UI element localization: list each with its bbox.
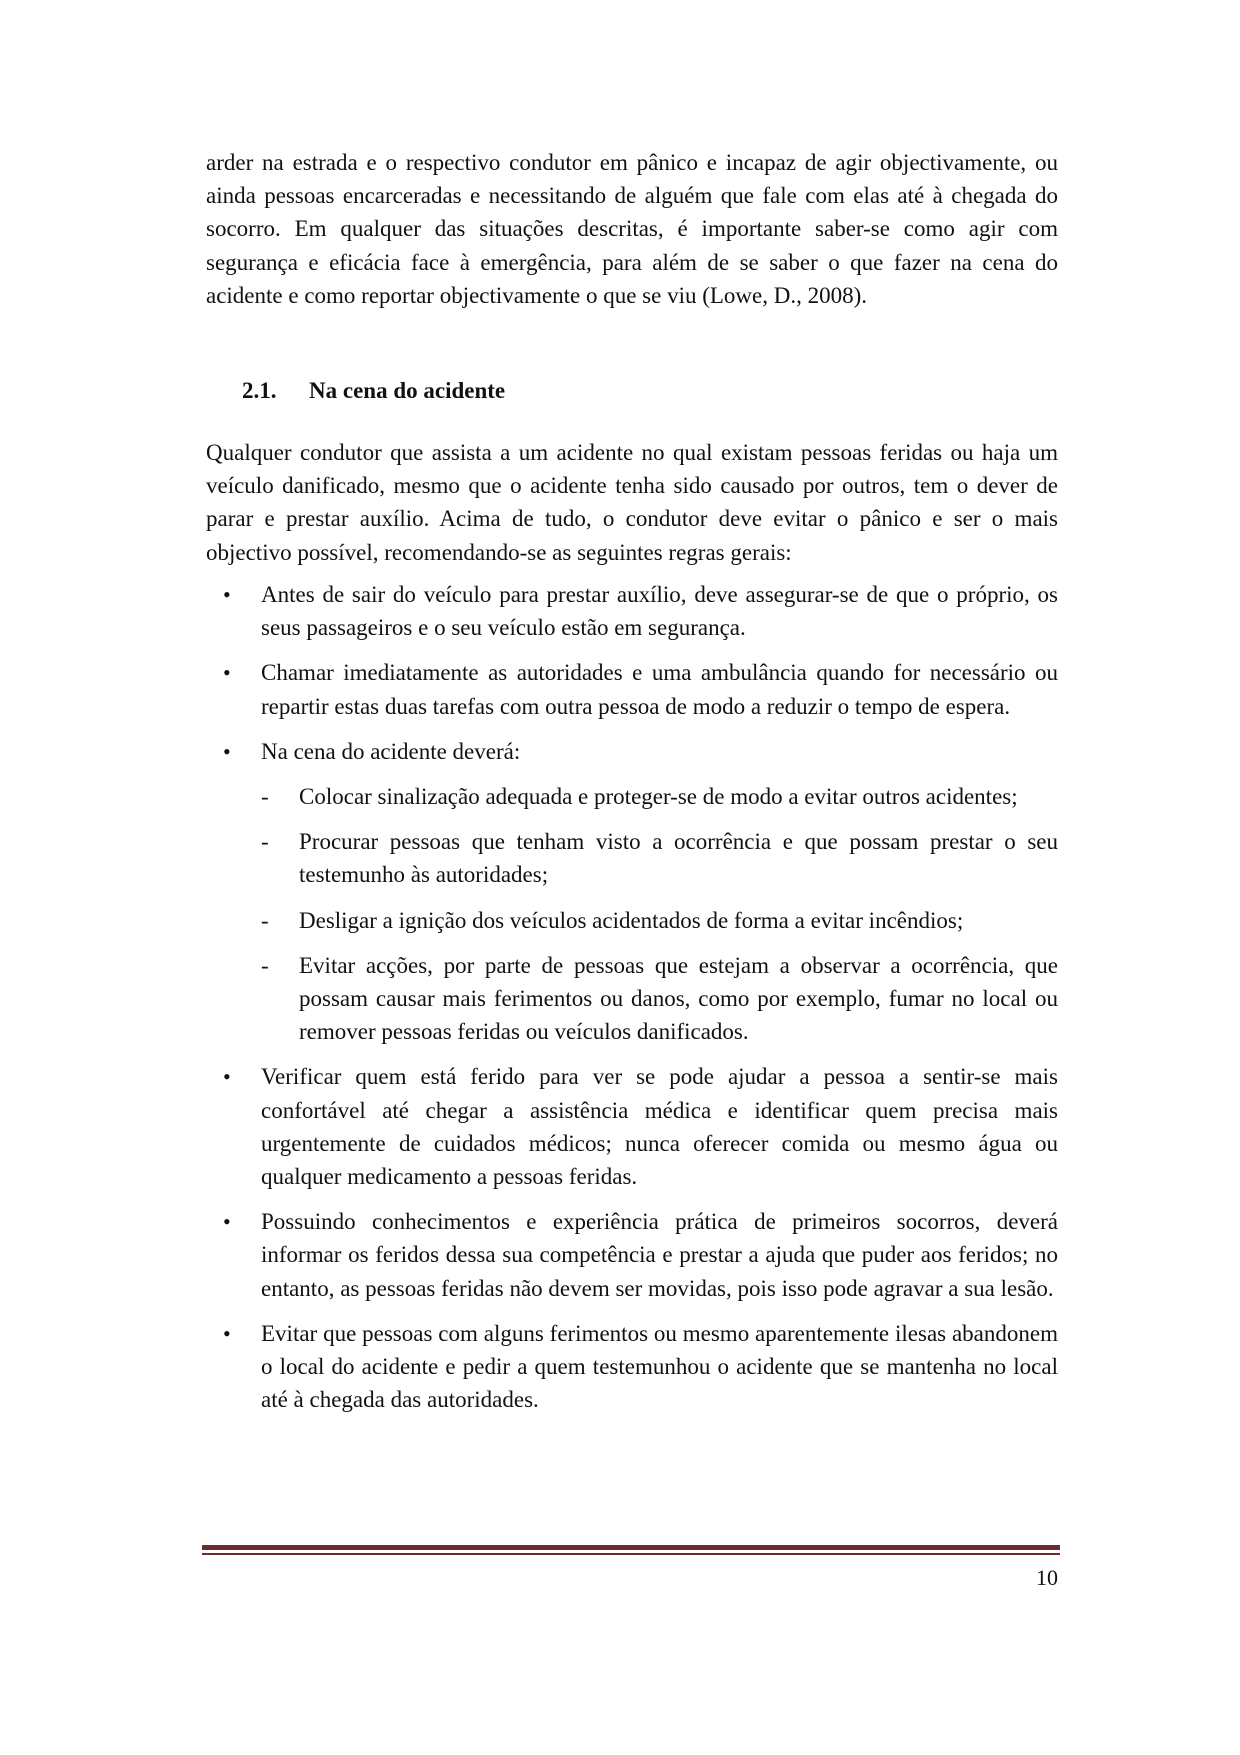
bullet-icon: • bbox=[223, 1064, 231, 1090]
list-item-text: Antes de sair do veículo para prestar auxílio, deve assegurar-se de que o próprio, os seus passageiros e o seu veículo estão em segurança. bbox=[261, 582, 1058, 641]
list-item-text: Possuindo conhecimentos e experiência prática de primeiros socorros, deverá informar os feridos dessa sua competência e prestar a ajuda que puder aos feridos; no entanto, as pessoas feridas não devem ser movidas, pois isso pode agravar a sua lesão. bbox=[261, 1209, 1058, 1301]
section-paragraph: Qualquer condutor que assista a um acidente no qual existam pessoas feridas ou haja um veículo danificado, mesmo que o acidente tenha sido causado por outros, tem o dever de parar e prestar auxílio. Acima de tudo, o condutor deve evitar o pânico e ser o mais objectivo possível, recomendando-se as seguintes regras gerais: bbox=[206, 440, 1058, 565]
section-title: Na cena do acidente bbox=[309, 378, 506, 403]
rules-list bbox=[206, 578, 1058, 1428]
dash-icon: - bbox=[261, 952, 269, 978]
sub-list-item bbox=[261, 825, 1058, 891]
sub-list-item-text: Procurar pessoas que tenham visto a ocorrência e que possam prestar o seu testemunho às autoridades; bbox=[299, 829, 1058, 888]
bullet-icon: • bbox=[223, 660, 231, 686]
list-item-text: Verificar quem está ferido para ver se pode ajudar a pessoa a sentir-se mais confortável até chegar a assistência médica e identificar quem precisa mais urgentemente de cuidados médicos; nunca oferecer comida ou mesmo água ou qualquer medicamento a pessoas feridas. bbox=[261, 1064, 1058, 1190]
footer-rule-thin bbox=[202, 1553, 1060, 1555]
list-item-text: Chamar imediatamente as autoridades e uma ambulância quando for necessário ou repartir estas duas tarefas com outra pessoa de modo a reduzir o tempo de espera. bbox=[261, 660, 1058, 719]
list-item bbox=[206, 1205, 1058, 1305]
list-item bbox=[206, 578, 1058, 644]
list-item-text: Na cena do acidente deverá: bbox=[261, 738, 521, 764]
section-number: 2.1. bbox=[242, 378, 277, 403]
list-item bbox=[206, 656, 1058, 722]
dash-icon: - bbox=[261, 829, 269, 855]
bullet-icon: • bbox=[223, 582, 231, 607]
list-item bbox=[206, 735, 1058, 1049]
section-heading bbox=[242, 378, 505, 404]
sub-list bbox=[261, 780, 1058, 1048]
sub-list-item-text: Evitar acções, por parte de pessoas que estejam a observar a ocorrência, que possam causar mais ferimentos ou danos, como por exemplo, fumar no local ou remover pessoas feridas ou veículos danificados. bbox=[299, 952, 1058, 1045]
dash-icon: - bbox=[261, 907, 269, 933]
list-item bbox=[206, 1060, 1058, 1193]
bullet-icon: • bbox=[223, 1209, 231, 1235]
list-item bbox=[206, 1317, 1058, 1417]
footer-rule-thick bbox=[202, 1545, 1060, 1550]
bullet-icon: • bbox=[223, 738, 231, 764]
document-page bbox=[206, 146, 1058, 1413]
sub-list-item bbox=[261, 780, 1058, 813]
dash-icon: - bbox=[261, 784, 269, 810]
sub-list-item bbox=[261, 949, 1058, 1049]
page-number: 10 bbox=[1036, 1565, 1058, 1590]
list-item-text: Evitar que pessoas com alguns ferimentos ou mesmo aparentemente ilesas abandonem o local do acidente e pedir a quem testemunhou o acidente que se mantenha no local até à chegada das autoridades. bbox=[261, 1320, 1058, 1413]
sub-list-item-text: Desligar a ignição dos veículos acidentados de forma a evitar incêndios; bbox=[299, 907, 964, 933]
bullet-icon: • bbox=[223, 1320, 231, 1346]
sub-list-item-text: Colocar sinalização adequada e proteger-se de modo a evitar outros acidentes; bbox=[299, 784, 1018, 810]
sub-list-item bbox=[261, 904, 1058, 937]
intro-paragraph: arder na estrada e o respectivo condutor em pânico e incapaz de agir objectivamente, ou ainda pessoas encarceradas e necessitando de alguém que fale com elas até à chegada do socorro. Em qualquer das situações descritas, é importante saber-se como agir com segurança e eficácia face à emergência, para além de se saber o que fazer na cena do acidente e como reportar objectivamente o que se viu (Lowe, D., 2008). bbox=[206, 150, 1058, 308]
